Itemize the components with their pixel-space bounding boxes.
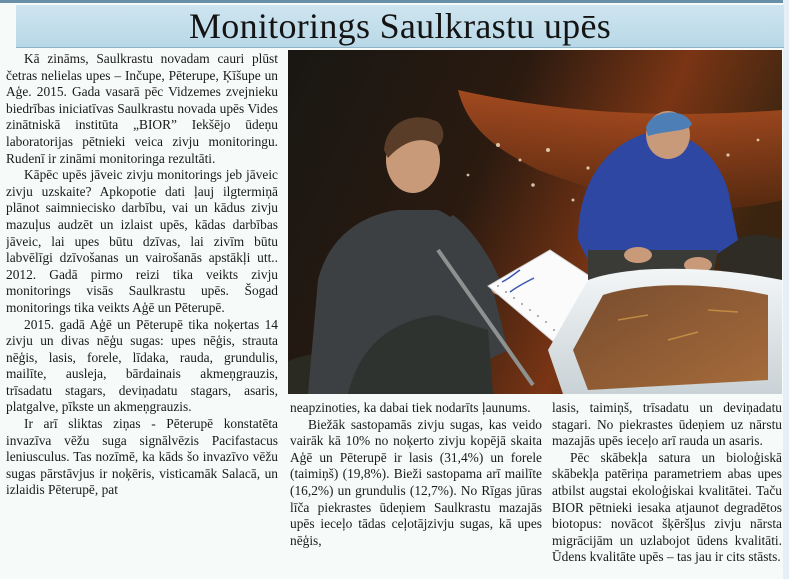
article-title: Monitorings Saulkrastu upēs (188, 6, 612, 46)
headline-band (16, 5, 784, 48)
paragraph: 2015. gadā Aģē un Pēterupē tika noķertas 14 zivju un divas nēģu sugas: upes nēģis, strauta nēģis, lasis, forele, līdaka, rauda, grundulis, mailīte, ausleja, bārdainais akmeņgrauzis, trīsadatu stagars, deviņadatu stagars, asaris, platgalve, pīkste un akmeņgrauzis. (6, 316, 278, 415)
paragraph-continuation: neapzinoties, ka dabai tiek nodarīts ļaunums. (290, 400, 531, 415)
column-1 (6, 51, 278, 577)
paragraph-continuation: lasis, taimiņš, trīsadatu un deviņadatu stagari. No piekrastes ūdeņiem uz nārstu mazajās upēs ieceļo arī rauda un asaris. (552, 400, 782, 449)
paragraph: Pēc skābekļa satura un bioloģiskā skābekļa patēriņa parametriem abas upes atbilst augstai ekoloģiskai kvalitātei. Taču BIOR pētnieki iesaka atjaunot degradētos biotopus: novācot šķēršļus zivju nārsta migrācijām un uzlabojot ūdens kvalitāti. Ūdens kvalitāte upēs – tas jau ir cits stāsts. (552, 449, 782, 565)
paragraph: Biežāk sastopamās zivju sugas, kas veido vairāk kā 10% no noķerto zivju kopējā skaita Aģē un Pēterupē ir lasis (31,4%) un forele (taimiņš) (19,8%). Bieži sastopama arī mailīte (16,2%) un grundulis (12,7%). No Rīgas jūras līča piekrastes ūdeņiem Saulkrastu mazajās upēs ieceļo tādas ceļotājzivju sugas, kā upes nēģis, (290, 416, 542, 548)
column-3 (552, 400, 782, 577)
column-2 (290, 400, 542, 577)
top-border (0, 0, 789, 3)
right-edge (783, 0, 789, 579)
paragraph: Kā zināms, Saulkrastu novadam cauri plūst četras nelielas upes – Inčupe, Pēterupe, Ķīšupe un Aģe. 2015. Gada vasarā pēc Vidzemes zvejnieku biedrības iniciatīvas Saulkrastu novada upēs Vides zinātniskā institūta „BIOR” Iekšējo ūdeņu laboratorijas pētnieki veica zivju monitoringu. Rudenī ir zināmi monitoringa rezultāti. (6, 51, 278, 166)
field-researchers-photo (288, 50, 782, 394)
paragraph: Kāpēc upēs jāveic zivju monitorings jeb jāveic zivju uzskaite? Apkopotie dati ļauj ilgtermiņā plānot saimniecisko darbību, vai un kādus zivju mazuļus audzēt un izlaist upēs, kādas darbības jāveic, lai upes būtu dzīvas, lai zivīm būtu labvēlīgi dzīvošanas un vairošanās apstākļi utt.. 2012. Gadā pirmo reizi tika veikts zivju monitorings visās Saulkrastu upēs. Šogad monitorings tika veikts Aģē un Pēterupē. (6, 167, 278, 315)
paragraph: Ir arī sliktas ziņas - Pēterupē konstatēta invazīva vēžu suga signālvēzis Pacifastacus leniusculus. Tas nozīmē, ka kāds šo invazīvo vēžu sugas pārstāvjus ir noķēris, visticamāk Salacā, un izlaidis Pēterupē, pat (6, 416, 278, 498)
photo-illustration (288, 50, 782, 394)
